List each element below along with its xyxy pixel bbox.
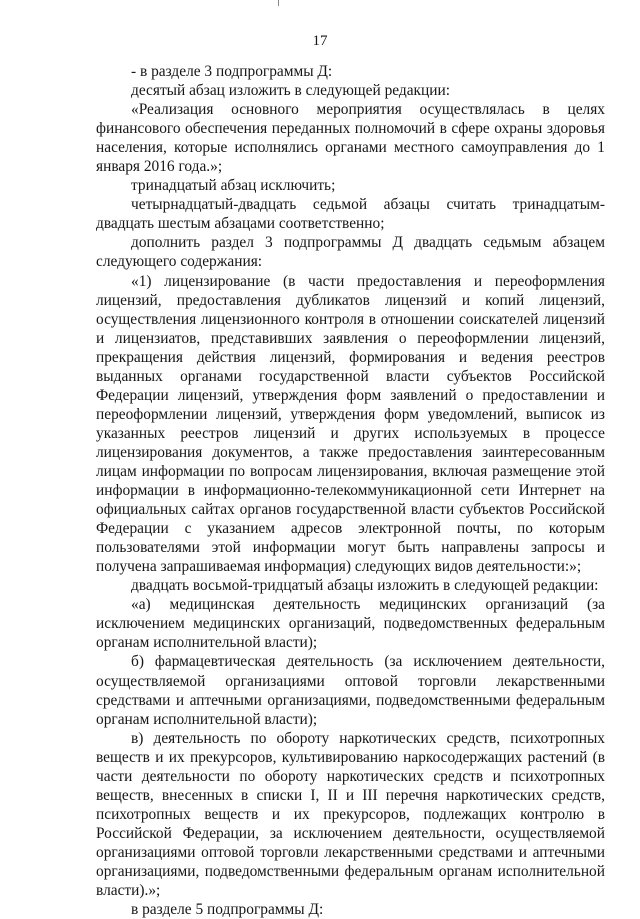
paragraph: б) фармацевтическая деятельность (за исключением деятельности, осуществляемой организациями оптовой торговли лекарственными средствами и аптечными организациями, подведомственными федеральным органам исполнительной власти); [96, 653, 605, 728]
paragraph: - в разделе 3 подпрограммы Д: [131, 63, 333, 80]
paragraph: четырнадцатый-двадцать седьмой абзацы считать тринадцатым-двадцать шестым абзацами соответственно; [96, 196, 605, 233]
paragraph: дополнить раздел 3 подпрограммы Д двадцать седьмым абзацем следующего содержания: [96, 234, 605, 271]
paragraph: «а) медицинская деятельность медицинских организаций (за исключением медицинских организаций, подведомственных федеральным органам исполнительной власти); [96, 596, 605, 652]
paragraph: в) деятельность по обороту наркотических средств, психотропных веществ и их прекурсоров, культивированию наркосодержащих растений (в части деятельности по обороту наркотических средств и психотропных веществ, внесенных в списки I, II и III перечня наркотических средств, психотропных веществ и их прекурсоров, подлежащих контролю в Российской Федерации, за исключением деятельности, осуществляемой организациями оптовой торговли лекарственными средствами и аптечными организациями, подведомственными федеральным органам исполнительной власти).»; [96, 729, 605, 900]
paragraph: «Реализация основного мероприятия осуществлялась в целях финансового обеспечения переданных полномочий в сфере охраны здоровья населения, которые исполнялись органами местного самоуправления до 1 января 2016 года.»; [96, 101, 605, 176]
paragraph: в разделе 5 подпрограммы Д: [131, 901, 324, 919]
paragraph: «1) лицензирование (в части предоставления и переоформления лицензий, предоставления дубликатов лицензий и копий лицензий, осуществления лицензионного контроля в отношении соискателей лицензий и лицензиатов, представивших заявления о переоформлении лицензий, прекращения действия лицензий, формирования и ведения реестров выданных органами государственной власти субъектов Российской Федерации лицензий, утверждения форм заявлений о предоставлении и переоформлении лицензий, утверждения форм уведомлений, выписок из указанных реестров лицензий и других используемых в процессе лицензирования документов, а также предоставления заинтересованным лицам информации по вопросам лицензирования, включая размещение этой информации в информационно-телекоммуникационной сети Интернет на официальных сайтах органов государственной власти субъектов Российской Федерации с указанием адресов электронной почты, по которым пользователями этой информации могут быть направлены запросы и получена запрашиваемая информация) следующих видов деятельности:»; [96, 272, 605, 576]
page-number: 17 [312, 33, 328, 49]
scan-mark [278, 0, 279, 6]
paragraph: тринадцатый абзац исключить; [131, 177, 336, 195]
paragraph: двадцать восьмой-тридцатый абзацы изложить в следующей редакции: [131, 577, 599, 595]
paragraph: десятый абзац изложить в следующей редакции: [131, 82, 451, 100]
document-body [96, 62, 605, 919]
